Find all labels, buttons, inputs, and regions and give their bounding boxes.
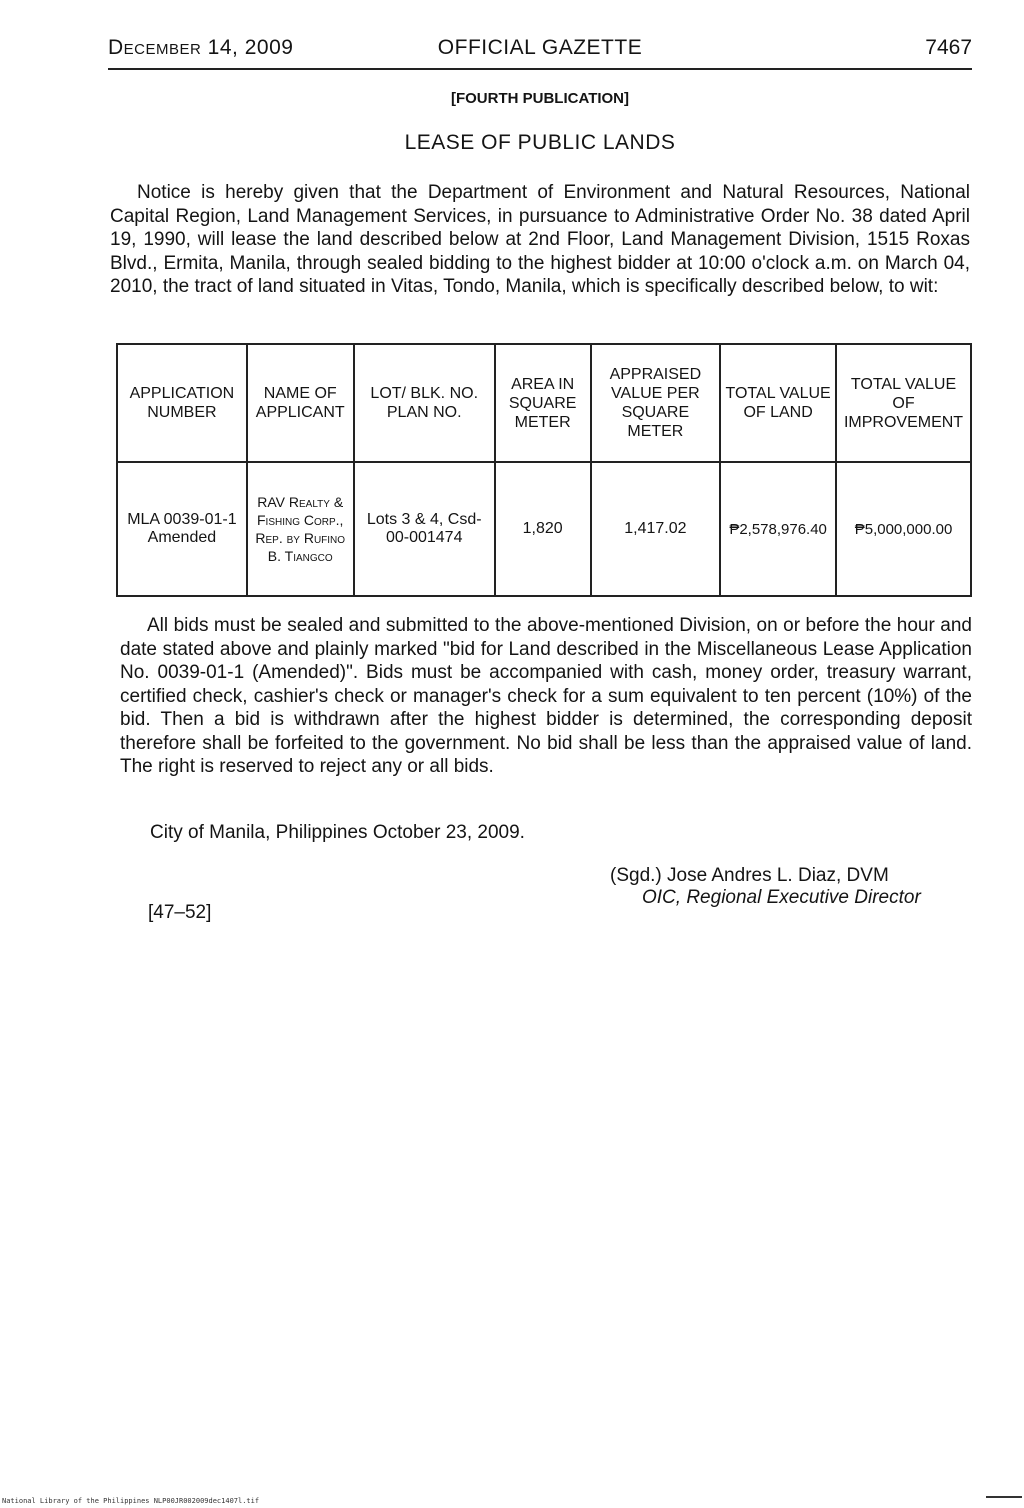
scan-footer: National Library of the Philippines NLP00JR002009dec1407l.tif [2,1497,260,1505]
cell-total-value-land: ₱2,578,976.40 [720,462,836,596]
bid-terms-paragraph: All bids must be sealed and submitted to the above-mentioned Division, on or before the hour and date stated above and plainly marked "bid for Land described in the Miscellaneous Lease Application No. 0039-01-1 (Amended)". Bids must be accompanied with cash, money order, treasury warrant, certified check, cashier's check or manager's check for a sum equivalent to ten percent (10%) of the bid. Then a bid is withdrawn after the highest bidder is determined, the corresponding deposit therefore shall be forfeited to the government. No bid shall be less than the appraised value of land. The right is reserved to reject any or all bids. [120,615,972,777]
header-total-value-improvement: TOTAL VALUE OF IMPROVEMENT [836,344,971,462]
page-header [108,36,972,70]
cell-application-number: MLA 0039-01-1 Amended [117,462,247,596]
lease-table [116,343,972,597]
place-and-date: City of Manila, Philippines October 23, 2009. [150,822,525,843]
header-area: AREA IN SQUARE METER [495,344,591,462]
signatory-title: OIC, Regional Executive Director [642,887,921,908]
cell-total-value-improvement: ₱5,000,000.00 [836,462,971,596]
header-appraised-value: APPRAISED VALUE PER SQUARE METER [591,344,721,462]
notice-title: LEASE OF PUBLIC LANDS [404,131,676,154]
page-number: 7467 [925,36,972,59]
publication-note: [FOURTH PUBLICATION] [450,90,630,107]
header-application-number: APPLICATION NUMBER [117,344,247,462]
issue-date: December 14, 2009 [108,36,294,59]
publication-name: OFFICIAL GAZETTE [437,36,643,59]
signature-line: (Sgd.) Jose Andres L. Diaz, DVM [610,865,889,886]
cell-lot-blk-plan: Lots 3 & 4, Csd-00-001474 [354,462,495,596]
cell-area: 1,820 [495,462,591,596]
header-name-of-applicant: NAME OF APPLICANT [247,344,354,462]
cell-name-of-applicant: RAV Realty & Fishing Corp., Rep. by Rufino B. Tiangco [247,462,354,596]
footer-rule [986,1496,1022,1498]
publication-reference: [47–52] [148,902,212,923]
cell-appraised-value: 1,417.02 [591,462,721,596]
table-header-row [117,344,971,462]
header-total-value-land: TOTAL VALUE OF LAND [720,344,836,462]
table-row [117,462,971,596]
notice-paragraph: Notice is hereby given that the Department of Environment and Natural Resources, National Capital Region, Land Management Services, in pursuance to Administrative Order No. 38 dated April 19, 1990, will lease the land described below at 2nd Floor, Land Management Division, 1515 Roxas Blvd., Ermita, Manila, through sealed bidding to the highest bidder at 10:00 o'clock a.m. on March 04, 2010, the tract of land situated in Vitas, Tondo, Manila, which is specifically described below, to wit: [110,182,970,297]
header-lot-blk-plan: LOT/ BLK. NO. PLAN NO. [354,344,495,462]
